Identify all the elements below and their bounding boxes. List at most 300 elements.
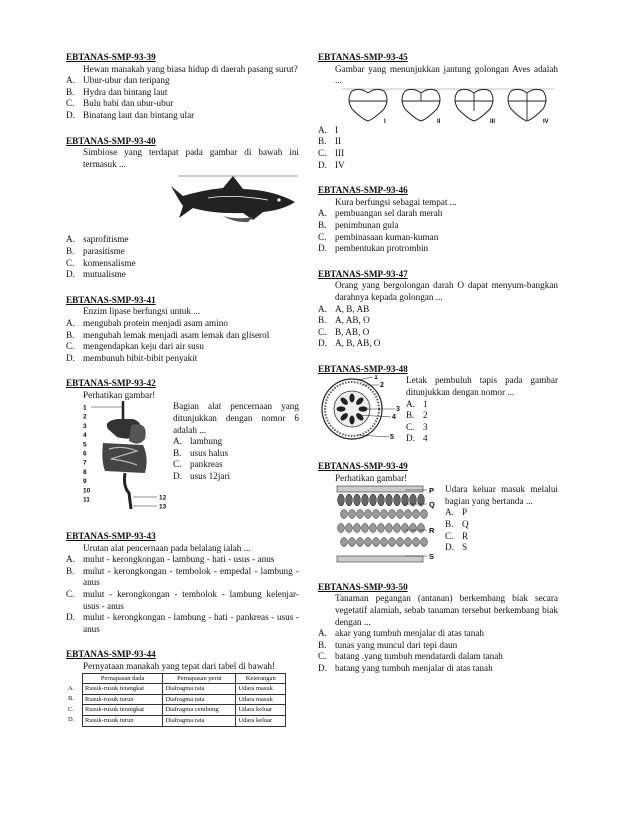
option-item: [66, 87, 299, 99]
question-lead: Perhatikan gambar!: [83, 389, 156, 400]
figure-label: 10: [83, 487, 91, 495]
figure-label: R: [429, 526, 435, 536]
option-key: D.: [445, 542, 454, 553]
shark-illustration: [83, 170, 298, 232]
question-39: [66, 52, 299, 122]
option-key: C.: [318, 147, 327, 158]
option-key: B.: [66, 329, 75, 340]
option-key: A.: [66, 317, 75, 328]
option-key: B.: [318, 315, 327, 326]
leaf-cell: [402, 524, 409, 533]
option-text: pembinasaan kuman-kuman: [335, 231, 439, 242]
leaf-cell: [418, 524, 425, 533]
leaf-cell: [397, 510, 404, 519]
option-item: [318, 651, 558, 663]
option-item: [66, 589, 299, 612]
figure-label: 2: [380, 382, 384, 390]
question-id: EBTANAS-SMP-93-49: [318, 461, 408, 472]
heart-label: IV: [543, 118, 549, 125]
figure-label: 4: [83, 432, 87, 440]
table-row: [66, 694, 286, 705]
option-text: mulut - kerongkongan - lambung - hati - usus - anus: [83, 554, 275, 565]
option-text: A, B, AB: [335, 303, 370, 314]
figure-label: 8: [83, 469, 87, 477]
option-text: akar yang tumbuh menjalar di atas tanah: [335, 628, 484, 639]
question-id: EBTANAS-SMP-93-45: [318, 52, 408, 62]
leaf-section-figure: [335, 484, 441, 568]
heart-illustration: [342, 87, 554, 125]
option-item: [318, 628, 558, 640]
option-item: [66, 566, 299, 589]
option-key: A.: [66, 234, 75, 245]
table-cell: Diafragma rata: [163, 715, 236, 726]
table-cell: Udara keluar: [236, 715, 286, 726]
option-key: A.: [318, 208, 327, 219]
option-item: [318, 243, 558, 255]
option-key: A.: [406, 398, 415, 409]
option-text: Bulu babi dan ubur-ubur: [83, 98, 174, 109]
option-text: Ubur-ubur dan teripang: [83, 75, 170, 86]
option-key: D.: [66, 352, 75, 363]
table-header-row: [66, 673, 286, 684]
option-text: Q: [462, 519, 469, 530]
heart-diagram: [402, 89, 440, 121]
option-text: A, B, AB, O: [335, 338, 381, 349]
heart-diagram: [349, 89, 387, 121]
option-key: D.: [66, 109, 75, 120]
heart-label: III: [490, 118, 496, 125]
option-item: [406, 422, 558, 434]
leaf-cell: [341, 510, 348, 519]
leaf-cell: [413, 510, 420, 519]
option-key: D.: [173, 471, 182, 482]
option-key: C.: [66, 341, 75, 352]
option-text: tunas yang muncul dari tepi daun: [335, 639, 458, 650]
options-list: [66, 318, 299, 364]
option-key: C.: [173, 459, 182, 470]
heart-diagram: [455, 89, 493, 121]
option-item: [445, 531, 558, 543]
option-text: 1: [423, 398, 428, 409]
option-key: D.: [66, 612, 75, 623]
question-stem: Bagian alat pencernaan yang ditunjukkan dengan nomor 6 adalah ...: [173, 401, 299, 435]
leaf-cell: [410, 524, 417, 533]
option-key: C.: [445, 530, 454, 541]
option-text: membunuh bibit-bibit penyakit: [83, 352, 198, 363]
option-item: [318, 208, 558, 220]
option-item: [318, 125, 558, 137]
option-key: A.: [445, 507, 454, 518]
table-cell: Udara masuk: [236, 684, 286, 695]
option-key: C.: [66, 589, 75, 600]
option-key: B.: [406, 410, 415, 421]
question-id: EBTANAS-SMP-93-43: [66, 531, 156, 542]
option-text: 3: [423, 421, 428, 432]
leaf-cell: [378, 494, 385, 506]
leaf-cell: [386, 524, 393, 533]
option-item: [66, 98, 299, 110]
option-key: B.: [318, 639, 327, 650]
option-item: [318, 315, 558, 327]
leaf-cell: [394, 494, 401, 506]
table-row: [66, 715, 286, 726]
leaf-cell: [346, 524, 353, 533]
option-item: [66, 246, 299, 258]
option-key: B.: [445, 519, 454, 530]
options-list: [66, 554, 299, 635]
option-key: D.: [318, 663, 327, 673]
option-text: Hydra dan bintang laut: [83, 86, 168, 97]
label-pointer: [358, 377, 373, 380]
option-key: C.: [406, 421, 415, 432]
option-text: komensalisme: [83, 257, 136, 268]
figure-label: 12: [159, 494, 167, 502]
question-50: [318, 582, 558, 675]
leaf-cell: [338, 524, 345, 533]
digestive-system-figure: [83, 401, 173, 517]
table-cell: Udara masuk: [236, 694, 286, 705]
vascular-bundle: [337, 407, 346, 412]
leaf-cell: [365, 538, 372, 547]
option-text: R: [462, 530, 469, 541]
leaf-cell: [405, 510, 412, 519]
figure-label: 11: [83, 496, 90, 504]
table-header: Pernapasan perut: [163, 673, 236, 684]
question-id: EBTANAS-SMP-93-44: [66, 649, 156, 660]
option-text: mengubah lemak menjadi asam lemak dan gliserol: [83, 329, 270, 340]
option-key: B.: [318, 219, 327, 230]
table-header: Pernapasan dada: [83, 673, 163, 684]
option-item: [66, 353, 299, 365]
option-item: [173, 459, 299, 471]
option-key: B.: [173, 447, 182, 458]
option-item: [445, 542, 558, 554]
option-item: [66, 269, 299, 281]
option-item: [66, 330, 299, 342]
table-row: [66, 705, 286, 716]
option-key: C.: [66, 98, 75, 109]
option-text: mulut - kerongkongan - tembolok - lambung kelenjar- usus - anus: [83, 589, 299, 611]
option-text: penimbunan gula: [335, 219, 399, 230]
option-item: [318, 338, 558, 350]
option-item: [406, 410, 558, 422]
question-stem: Tanaman pegangan (antanan) berkembang biak secara vegetatif alamiah, sebab tanaman tersebut berkembang biak dengan ...: [335, 593, 558, 627]
options-list: [406, 399, 558, 445]
option-text: pankreas: [190, 459, 223, 470]
leaf-cell: [394, 524, 401, 533]
row-key: C.: [66, 705, 83, 716]
option-key: D.: [318, 338, 327, 349]
row-key: A.: [66, 684, 83, 695]
option-text: II: [335, 136, 342, 147]
question-49: [318, 461, 558, 568]
option-text: S: [462, 542, 468, 553]
leaf-cell: [341, 538, 348, 547]
question-stem: Orang yang bergolongan darah O dapat menyum-bangkan darahnya kepada golongan ...: [335, 280, 558, 302]
figure-label: S: [429, 552, 435, 562]
option-text: mengubah protein menjadi asam amino: [83, 317, 228, 328]
leaf-cell: [381, 538, 388, 547]
leaf-cell: [357, 510, 364, 519]
question-id: EBTANAS-SMP-93-42: [66, 378, 156, 389]
question-46: [318, 185, 558, 255]
question-stem: Enzim lipase berfungsi untuk ...: [83, 306, 201, 317]
option-text: P: [462, 507, 468, 518]
leaf-cell: [370, 524, 377, 533]
option-item: [445, 519, 558, 531]
leaf-cell: [357, 538, 364, 547]
option-item: [173, 436, 299, 448]
option-text: batang .yang tumbuh mendatardi dalam tanah: [335, 651, 503, 662]
vascular-bundle: [349, 394, 354, 403]
option-text: saprofitisme: [83, 234, 129, 245]
option-item: [318, 663, 558, 675]
question-id: EBTANAS-SMP-93-47: [318, 268, 408, 279]
figure-with-text: [318, 375, 558, 447]
option-item: [318, 640, 558, 652]
leaf-cell: [349, 510, 356, 519]
question-lead: Perhatikan gambar!: [335, 472, 408, 483]
row-key: B.: [66, 694, 83, 705]
leaf-cell: [349, 538, 356, 547]
question-40: [66, 136, 299, 281]
leaf-cross-section: [335, 484, 441, 564]
leaf-cell: [354, 494, 361, 506]
option-text: usus 12jari: [190, 471, 231, 482]
options-list: [445, 507, 558, 553]
option-key: B.: [66, 86, 75, 97]
option-key: A.: [318, 124, 327, 135]
table-cell: Diafragma cembung: [163, 705, 236, 716]
figure-with-text: [335, 484, 558, 568]
option-item: [318, 136, 558, 148]
heart-label: I: [384, 118, 386, 125]
option-item: [318, 232, 558, 244]
table-cell: Rusuk-rusuk turun: [83, 694, 163, 705]
option-text: Binatang laut dan bintang ular: [83, 109, 195, 120]
figure-label: 1: [83, 404, 87, 412]
options-list: [318, 125, 558, 171]
option-key: D.: [66, 269, 75, 280]
question-id: EBTANAS-SMP-93-39: [66, 52, 156, 62]
leaf-cell: [389, 510, 396, 519]
option-key: C.: [66, 257, 75, 268]
leaf-cell: [354, 524, 361, 533]
option-text: I: [335, 124, 339, 135]
option-text: B, AB, O: [335, 326, 370, 337]
option-item: [66, 612, 299, 635]
option-item: [318, 327, 558, 339]
option-item: [66, 318, 299, 330]
breathing-table: [66, 673, 286, 727]
option-text: III: [335, 147, 345, 158]
leaf-cell: [373, 538, 380, 547]
leaf-cell: [373, 510, 380, 519]
question-stem: Letak pembuluh tapis pada gambar ditunjukkan dengan nomor ...: [406, 375, 558, 398]
question-id: EBTANAS-SMP-93-50: [318, 581, 408, 592]
option-key: A.: [318, 628, 327, 639]
options-list: [318, 208, 558, 254]
figure-with-text: [83, 401, 299, 517]
leaf-cell: [362, 524, 369, 533]
options-list: [66, 75, 299, 121]
option-item: [406, 399, 558, 411]
question-side-text: [406, 375, 558, 447]
option-key: C.: [318, 326, 327, 337]
leaf-cell: [378, 524, 385, 533]
option-key: A.: [173, 436, 182, 447]
question-48: [318, 364, 558, 447]
question-id: EBTANAS-SMP-93-48: [318, 363, 408, 374]
option-text: 2: [423, 410, 428, 421]
question-stem: Pernyataan manakah yang tepat dari tabel di bawah!: [83, 661, 276, 671]
option-key: C.: [318, 651, 327, 662]
option-key: D.: [318, 159, 327, 170]
leaf-cell: [389, 538, 396, 547]
left-column: [66, 52, 299, 741]
leaf-cell: [362, 494, 369, 506]
options-list: [318, 628, 558, 674]
option-text: A, AB, O: [335, 315, 370, 326]
option-text: mulut - kerongkongan - lambung - hati - pankreas - usus - anus: [83, 612, 299, 634]
question-47: [318, 269, 558, 350]
table-cell: Rusuk-rusuk turun: [83, 715, 163, 726]
heart-label: II: [437, 118, 441, 125]
option-key: A.: [318, 303, 327, 314]
figure-label: 9: [83, 478, 87, 486]
option-item: [318, 220, 558, 232]
figure-label: P: [429, 486, 435, 496]
figure-label: 6: [83, 450, 87, 458]
option-text: pembentukan protrombin: [335, 243, 429, 254]
leaf-cell: [346, 494, 353, 506]
option-key: B.: [66, 565, 75, 576]
option-key: B.: [66, 245, 75, 256]
question-stem: Simbiose yang terdapat pada gambar di bawah ini termasuk ...: [83, 147, 299, 169]
question-stem: Udara keluar masuk melalui bagian yang bertanda ...: [445, 484, 558, 506]
figure-label: 5: [83, 441, 87, 449]
figure-label: 4: [392, 414, 396, 422]
question-id: EBTANAS-SMP-93-41: [66, 294, 156, 305]
stem-cross-section: [318, 375, 406, 443]
question-side-text: [173, 401, 299, 517]
option-text: lambung: [190, 436, 223, 447]
option-key: A.: [66, 554, 75, 565]
question-stem: Hewan manakah yang biasa hidup di daerah pasang surut?: [83, 63, 298, 74]
option-key: D.: [318, 243, 327, 254]
question-44: [66, 649, 299, 726]
right-column: [318, 52, 558, 689]
table-body: [66, 684, 286, 726]
option-item: [173, 471, 299, 483]
option-item: [445, 507, 558, 519]
figure-label: 7: [83, 460, 87, 468]
option-key: B.: [318, 136, 327, 147]
question-side-text: [441, 484, 558, 568]
row-key: D.: [66, 715, 83, 726]
question-stem: Kura berfungsi sebagai tempat ...: [335, 196, 457, 207]
question-id: EBTANAS-SMP-93-40: [66, 135, 156, 146]
question-stem: Urutan alat pencernaan pada belalang ialah ...: [83, 542, 251, 553]
table-cell: Rusuk-rusuk terangkat: [83, 684, 163, 695]
options-list: [173, 436, 299, 482]
question-id: EBTANAS-SMP-93-46: [318, 185, 408, 196]
leaf-cell: [386, 494, 393, 506]
leaf-cell: [338, 494, 345, 506]
option-item: [66, 234, 299, 246]
vascular-bundle: [349, 416, 354, 425]
question-41: [66, 295, 299, 365]
option-item: [66, 341, 299, 353]
figure-label: 5: [390, 434, 394, 442]
shark-remora-figure: [83, 170, 299, 234]
option-text: parasitisme: [83, 245, 125, 256]
heart-diagram: [508, 89, 546, 121]
table-row: [66, 684, 286, 695]
heart-figure: [342, 87, 558, 125]
option-text: usus halus: [190, 447, 229, 458]
option-item: [66, 110, 299, 122]
leaf-cell: [370, 494, 377, 506]
option-item: [318, 148, 558, 160]
leaf-cell: [381, 510, 388, 519]
leaf-cell: [413, 538, 420, 547]
option-text: IV: [335, 159, 345, 170]
table-cell: Diafragma rata: [163, 694, 236, 705]
question-stem: Gambar yang menunjukkan jantung golongan Aves adalah ...: [335, 63, 558, 86]
table-cell: Diafragma rata: [163, 684, 236, 695]
heart-outline: [349, 89, 387, 121]
option-key: D.: [406, 433, 415, 444]
figure-label: 2: [83, 414, 87, 422]
figure-label: 1: [374, 375, 378, 382]
option-item: [66, 258, 299, 270]
figure-label: 3: [396, 406, 400, 414]
leaf-cell: [405, 538, 412, 547]
figure-label: 3: [83, 423, 87, 431]
question-45: [318, 52, 558, 171]
digestive-illustration: [83, 401, 173, 513]
table-cell: Udara keluar: [236, 705, 286, 716]
option-item: [318, 304, 558, 316]
options-list: [66, 234, 299, 280]
figure-label: Q: [429, 500, 435, 510]
leaf-cell: [421, 510, 428, 519]
option-key: C.: [318, 231, 327, 242]
option-item: [66, 75, 299, 87]
option-item: [406, 433, 558, 445]
option-text: batang yang tumbuh menjalar di atas tanah: [335, 663, 493, 673]
question-43: [66, 531, 299, 635]
question-42: [66, 378, 299, 517]
option-text: mutualisme: [83, 269, 126, 280]
option-item: [173, 448, 299, 460]
option-key: A.: [66, 75, 75, 86]
option-text: mulut - kerongkongan - tembolok - empedal - lambung - anus: [83, 565, 299, 588]
options-list: [318, 304, 558, 350]
table-cell: Rusuk-rusuk terangkat: [83, 705, 163, 716]
option-item: [318, 160, 558, 172]
option-text: pembuangan sel darah merah: [335, 208, 443, 219]
leaf-cell: [421, 538, 428, 547]
figure-label: 13: [159, 503, 167, 511]
option-text: 4: [423, 433, 428, 444]
stem-cross-section-figure: [318, 375, 406, 447]
table-header: Keterangan: [236, 673, 286, 684]
option-item: [66, 554, 299, 566]
leaf-cell: [365, 510, 372, 519]
option-text: mengendapkan keju dari air susu: [83, 341, 204, 352]
